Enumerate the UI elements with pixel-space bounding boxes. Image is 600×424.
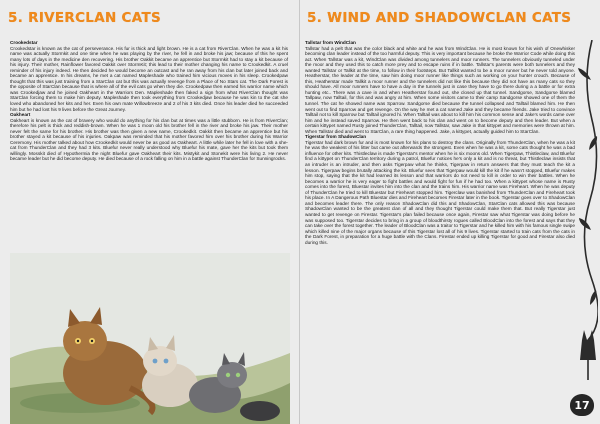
section-heading: Tallstar from WindClan: [305, 40, 356, 45]
page-number: 17: [570, 394, 594, 416]
article-column: [305, 40, 575, 245]
decorative-vine: [574, 40, 598, 400]
article-column: [10, 40, 288, 162]
section-heading: Oakheart: [10, 112, 31, 118]
section-body: Tallstar had a pelt that was the color black and white and he was from WindClan. He is most known for his wish of Onewhisker becoming clan leader instead of the too harmful deputy. This is very important because he broke the Warrior Code while doing this act. When Tallstar was a kit, WindClan was divided among tunnelers and moor runners. The tunnelers obviously tunneled under the moor and they used this to catch more prey and to escape ruins if in battle. Tallstar's parents were both tunnelers and they wanted Tallstar or Tallkit at the time, to follow in their footsteps. But Tallkit wanted to be a moor runner but he never told anyone. Heatherstar, the leader at the time, saw him doing moor runner like things such as working on your hunter crouch. Because of this, Heatherstar made Tallkit a moor runner and the tunnelers did not like this because they did not have as many cats so they should have. All moor runners have to have a day in the tunnels just in case they have to go there during a a battle or for extra hunting etc.. There was a cave in and when Heatherstar found out, she closed up that tunnel. Sandgorse, Sandgorse blamed Tallpaw, now Talltail, for this and was angry at him. When some visitors came to their camp Sandgorse showed one of them the tunnel. The cat he showed name was Sparrow. Sandgorse died because the tunnel collapsed and Talltail blamed him. He then went out to find Sparrow and get revenge. On the way he met a cat named Jake and they became friends. Jake tried to convince Talltail not to kill Sparrow but Talltail ignored hi. When Talltail was about to kill him his common sense and Jake's words came over him and he instead saved Sparrow. He then went back to his clan and went on to become deputy and then leader. But when a certain kittypet named Rusty joined ThunderClan, Talltail, now Tallstar, saw Jake in that kittypet and memories were thrown at him. When Tallstar died and went to StarClan, a rare thing happened. Jake, a kittypet, actually guided him to StarClan.: [305, 45, 575, 134]
cats-illustration: [10, 253, 290, 424]
page-title: 5. WIND AND SHADOWCLAN CATS: [307, 10, 572, 26]
right-page: [300, 0, 600, 424]
section-body: Crookedstar is known as the cat of perseverance. His fur is thick and light brown. He is a cat from RiverClan. When he was a kit his name was actually Stormkit and one time when he was playing by the river, he fell in and broke his jaw; because of this he spent many lots of days in the medicine den recovering. His brother Oakkit became an apprentice but Stormkit had to stay a kit because of his injury. Their mother, Rainflower favored Oakkit over StormKit; this lead to their mother changing his name to Crookedkit. A cruel reminder of his injury indeed. He then decided he would become an outcast and he ran away from his clan but later joined back and became an apprentice. In his dreams, he met a cat named Mapleshade who trained him vicious moves in his sleep. Crookedpaw thought that this was just training from a StarClan cat but this was actually revenge from a Place of No Stars cat. The Dark Forest is the opposite of StarClan because that is where all of the evil cats go when they die. Crookedpaw then earned his warrior name which was Crookedjaw and he joined Oakheart in the Warriors Den. Mapleshade then faked a sign from what RiverClan thought was StarClan forcing them to make him deputy. Mapleshade then took everything from Crookedjaw because he was kin to the cat she loved who abandoned her kits and her. Even his own mate Willowbreeze and 2 of his 3 kits died. Once his leader died he succeeded him but he had lost his 9 lives before the Great Journey.: [10, 45, 288, 112]
section-body: Oakheart is known as the cat of bravery who would do anything for his clan but at times was a little stubborn. He is from RiverClan; therefore his pelt is thick and reddish-brown. When he was 1 moon old his brother fell in the river and broke his jaw. Their mother never felt the same for his brother. His brother was then given a new name, Crookedkit. Oakkit then became an apprentice but his brother stayed a kit because of his injuries. Oakpaw was reminded that his mother favored him over his brother during his Warrior Ceremony. His mother talked about how Crookedkit would never be as good as Oakheart. A little while later he fell in love with a she-cat from ThunderClan and they had 3 kits. Bluefur never really understood why Bluefur his mate, gave her the kits but took them willingly. Mosskit died of Hypothermia the night Bluefur gave Oakheart their kits. Mistykit and Stonekit were his living 2. He never became leader but he did become deputy. He died because of a rock falling on him in a battle against ThunderClan for Sunningrocks.: [10, 117, 288, 162]
section-body: Tigerstar had dark brown fur and is most known for his plans to destroy the clans. Originally from ThunderClan, when he was a kit he was the weakest of his litter but came out afterwards the strongest. Even when he was a kit, some cats thought he was a bad influence for other kits. Thistleclaw is made Tigerstar's mentor when he is six moons old. When Tigerpaw, Thistleclaw, and Bluefur find a kittypet on ThunderClan territory during a patrol, Bluefur notices he's only a kit and is no threat, but Thistleclaw insists that an intruder is an intruder, and then asks Tigerpaw what he thinks, Tigerpaw in return answers that they must teach the kit a lesson. Tigerpaw begins brutally attacking the kit. Bluefur sees that Tigerpaw would kill the kit if he wasn't stopped, Bluefur makes him stop, saying that the kit had learned its lesson and that warriors do not need to kill in order to win their battles. When he becomes a warrior he is very eager to fight battles and would fight for fun if he had too. When a kittypet whose name is Rusty comes into the forest, Bluestar invites him into the clan and the trains him. His warrior name was Fireheart. When he was deputy of ThunderClan he tried to kill Bluestar but Fireheart stopped him. Tigerclaw was banished from ThunderClan and Fireheart took his place. In A Dangerous Path Bluestar dies and Fireheart becomes Firestar later in the book. Tigerstar goes over to ShadowClan and becomes leader there. The only reason ShadowClan did this and ShadowClan, StarClan cats allowed this was because ShadowClan wanted to be the greatest clan of all and they thought Tigerstar could make them that. But really Tigerstar just wanted to get revenge on Firestar. Tigerstar's plan failed because once again, Firestar saw what Tigerstar was doing before he was supposed too. Tigerstar decides to bring in a group of bloodthirsty rogues called BloodClan into the forest and says that they can take over the forest together. The leader of BloodClan was a traitor to Tigerstar and he killed him with his famous single swipe which killed nine of the major organs because of this Tigerstar lost all of his 9 lives. Tigerstar started to train cats from the cats in the Dark Forest, in preparation for a huge battle with the Clans. Firestar ended up killing Tigerstar for good and Firestar also died during this.: [305, 139, 575, 245]
section-heading: Crookedstar: [10, 40, 38, 45]
section-heading: Tigerstar from ShadowClan: [305, 134, 367, 140]
page-title: 5. RIVERCLAN CATS: [8, 10, 161, 26]
